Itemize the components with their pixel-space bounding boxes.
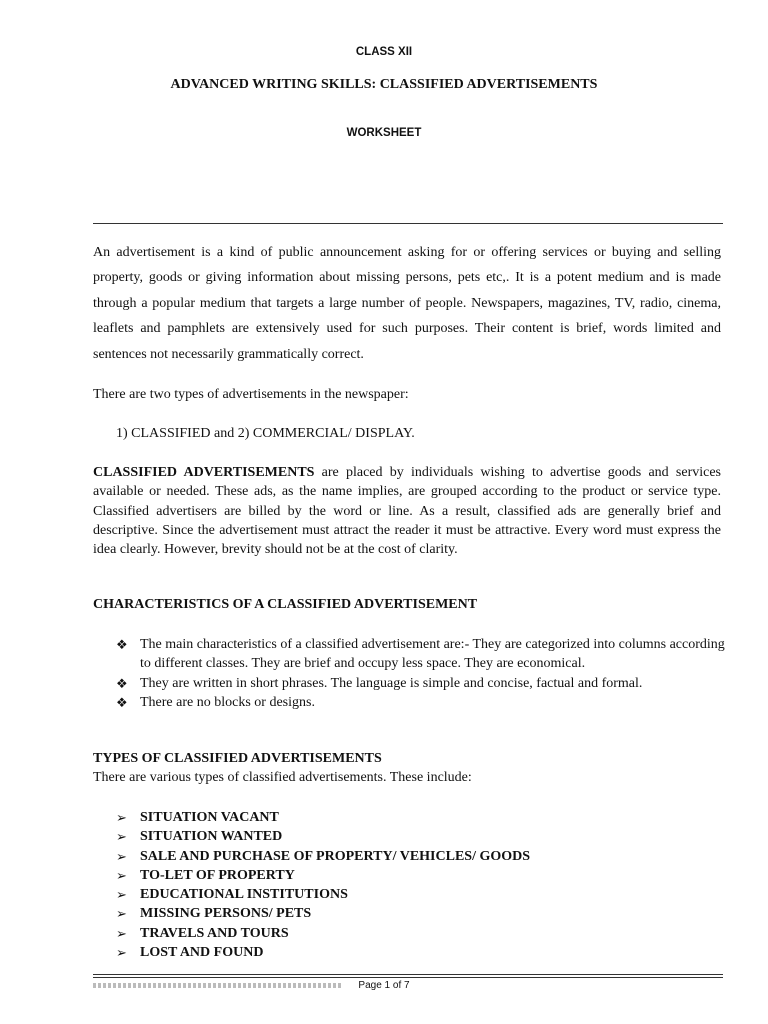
characteristic-text: There are no blocks or designs.	[140, 694, 315, 710]
classified-paragraph	[93, 463, 721, 559]
list-item	[116, 693, 726, 712]
type-text: TO-LET OF PROPERTY	[140, 867, 295, 883]
arrow-bullet-icon: ➢	[116, 867, 127, 883]
types-list	[116, 808, 530, 962]
type-text: SALE AND PURCHASE OF PROPERTY/ VEHICLES/ GOODS	[140, 848, 531, 864]
arrow-bullet-icon: ➢	[116, 848, 127, 864]
class-label: CLASS XII	[355, 46, 413, 58]
type-text: TRAVELS AND TOURS	[140, 925, 289, 941]
types-sentence: There are two types of advertisements in the newspaper:	[93, 387, 409, 402]
arrow-bullet-icon: ➢	[116, 810, 127, 825]
diamond-bullet-icon: ❖	[116, 675, 128, 691]
characteristic-text: The main characteristics of a classified advertisement are:- They are categorized into columns according to different classes. They are brief and occupy less space. They are economical.	[140, 637, 725, 672]
list-item	[116, 827, 530, 846]
characteristics-list	[116, 635, 726, 712]
type-text: SITUATION VACANT	[140, 810, 279, 825]
diamond-bullet-icon: ❖	[116, 694, 128, 710]
type-text: EDUCATIONAL INSTITUTIONS	[140, 887, 348, 903]
advertisement-types-list: 1) CLASSIFIED and 2) COMMERCIAL/ DISPLAY.	[116, 426, 415, 441]
worksheet-label: WORKSHEET	[346, 127, 422, 139]
characteristics-heading: CHARACTERISTICS OF A CLASSIFIED ADVERTISEMENT	[93, 597, 478, 612]
intro-paragraph	[93, 240, 721, 367]
list-item	[116, 885, 530, 904]
arrow-bullet-icon: ➢	[116, 925, 127, 941]
characteristic-text: They are written in short phrases. The language is simple and concise, factual and formal.	[140, 675, 643, 691]
footer-divider-double	[93, 977, 723, 978]
type-text: MISSING PERSONS/ PETS	[140, 906, 312, 922]
arrow-bullet-icon: ➢	[116, 887, 127, 903]
list-item	[116, 943, 530, 962]
list-item	[116, 924, 530, 943]
types-heading: TYPES OF CLASSIFIED ADVERTISEMENTS	[93, 751, 382, 766]
list-item	[116, 866, 530, 885]
list-item	[116, 904, 530, 923]
arrow-bullet-icon: ➢	[116, 829, 127, 845]
type-text: LOST AND FOUND	[140, 945, 264, 961]
classified-bold-lead: CLASSIFIED ADVERTISEMENTS	[93, 465, 315, 480]
footer-divider	[93, 974, 723, 975]
page-number: Page 1 of 7	[358, 980, 410, 991]
arrow-bullet-icon: ➢	[116, 945, 127, 961]
list-item	[116, 635, 726, 674]
list-item	[116, 847, 530, 866]
classified-text: are placed by individuals wishing to advertise goods and services available or needed. These ads, as the name implies, are grouped according to the product or service type. Classified advertisers are billed by the word or line. As a result, classified ads are generally brief and descriptive. Since the advertisement must attract the reader it must be attractive. Every word must express the idea clearly. However, brevity should not be at the cost of clarity.	[93, 465, 721, 558]
type-text: SITUATION WANTED	[140, 829, 283, 845]
list-item	[116, 808, 530, 827]
intro-text: An advertisement is a kind of public announcement asking for or offering services or buying and selling property, goods or giving information about missing persons, pets etc,. It is a potent medium and is made through a popular medium that targets a large number of people. Newspapers, magazines, TV, radio, cinema, leaflets and pamphlets are extensively used for such purposes. Their content is brief, words limited and sentences not necessarily grammatically correct.	[93, 245, 721, 362]
arrow-bullet-icon: ➢	[116, 906, 127, 922]
diamond-bullet-icon: ❖	[116, 637, 128, 652]
header-divider	[93, 223, 723, 224]
types-intro: There are various types of classified advertisements. These include:	[93, 770, 472, 785]
list-item	[116, 674, 726, 693]
document-title: ADVANCED WRITING SKILLS: CLASSIFIED ADVERTISEMENTS	[170, 77, 598, 92]
